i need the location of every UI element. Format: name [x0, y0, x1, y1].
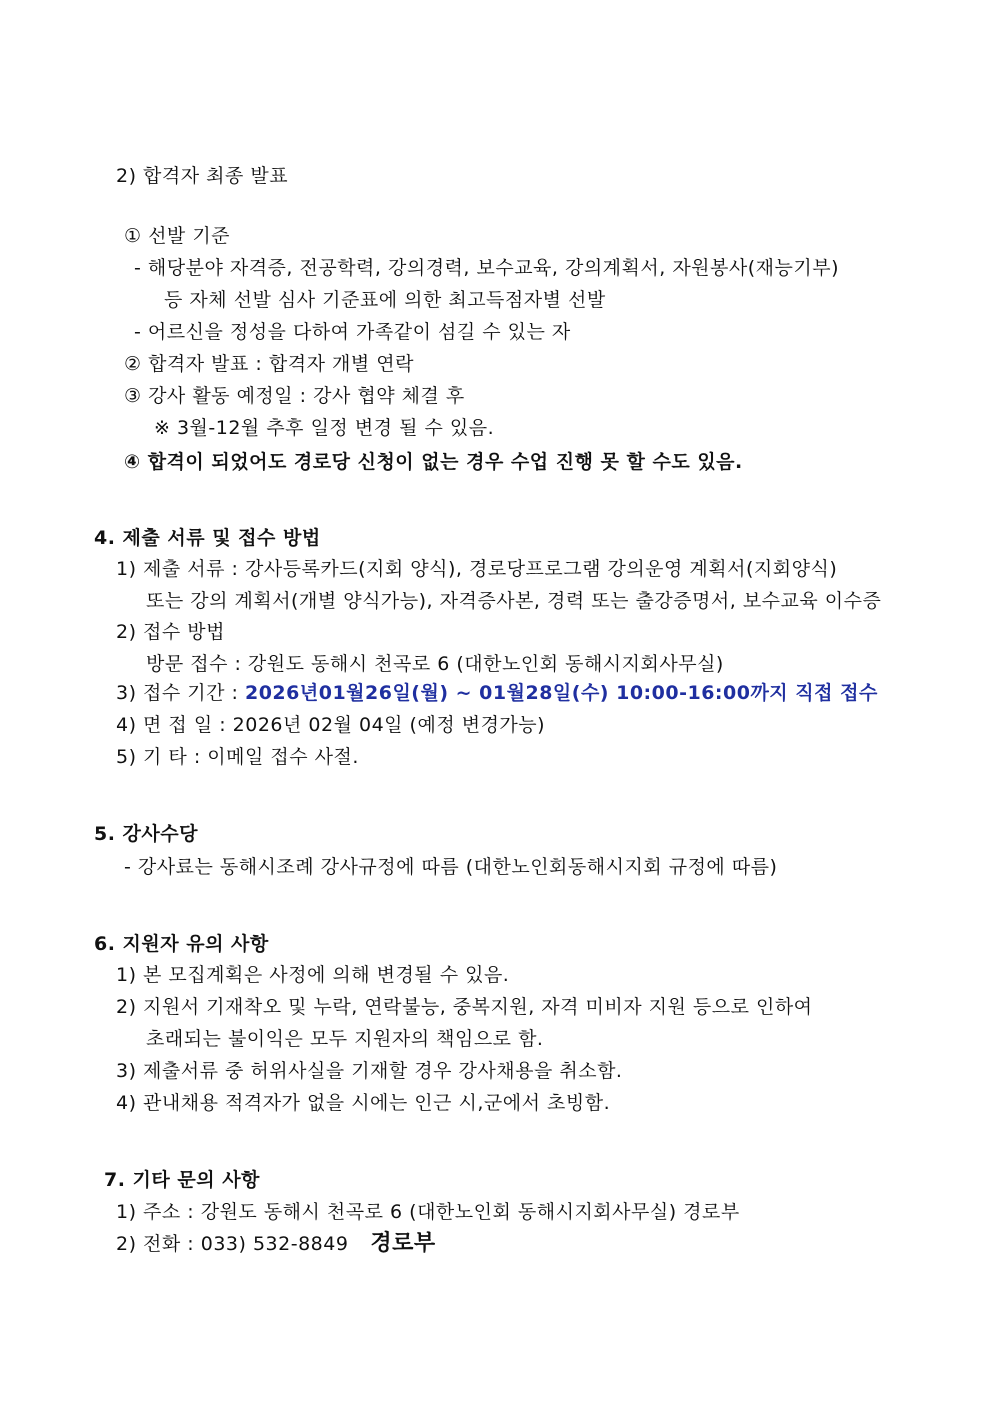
criteria-dash-qualifications-cont: 등 자체 선발 심사 기준표에 의한 최고득점자별 선발	[164, 289, 606, 311]
documents-list: 1) 제출 서류 : 강사등록카드(지회 양식), 경로당프로그램 강의운영 계획서(지회양식)	[116, 558, 838, 580]
submission-period-label: 3) 접수 기간 :	[116, 682, 245, 704]
submission-method: 2) 접수 방법	[116, 621, 225, 643]
submission-period-value: 2026년01월26일(월) ~ 01월28일(수) 10:00-16:00까지 직접 접수	[244, 682, 878, 704]
interview-date: 4) 면 접 일 : 2026년 02월 04일 (예정 변경가능)	[116, 714, 546, 736]
submission-period	[116, 681, 878, 705]
section-title-fee: 5. 강사수당	[94, 823, 198, 845]
note-3: 3) 제출서류 중 허위사실을 기재할 경우 강사채용을 취소함.	[116, 1060, 623, 1082]
contact-phone-label: 2) 전화 : 033) 532-8849	[116, 1233, 349, 1255]
note-4: 4) 관내채용 적격자가 없을 시에는 인근 시,군에서 초빙함.	[116, 1092, 611, 1114]
section-title-inquiry: 7. 기타 문의 사항	[104, 1169, 260, 1191]
section-title-documents: 4. 제출 서류 및 접수 방법	[94, 527, 321, 549]
section-title-notes: 6. 지원자 유의 사항	[94, 933, 269, 955]
contact-phone	[116, 1232, 436, 1256]
note-1: 1) 본 모집계획은 사정에 의해 변경될 수 있음.	[116, 964, 510, 986]
fee-rule: - 강사료는 동해시조례 강사규정에 따름 (대한노인회동해시지회 규정에 따름)	[124, 856, 778, 878]
submission-address: 방문 접수 : 강원도 동해시 천곡로 6 (대한노인회 동해시지회사무실)	[146, 653, 724, 675]
schedule-note: ※ 3월-12월 추후 일정 변경 될 수 있음.	[154, 417, 495, 439]
contact-department: 경로부	[370, 1231, 436, 1256]
announcement-item: ② 합격자 발표 : 합격자 개별 연락	[124, 353, 414, 375]
other-notes: 5) 기 타 : 이메일 접수 사절.	[116, 746, 359, 768]
subheading-final-announcement: 2) 합격자 최종 발표	[116, 165, 289, 187]
selection-criteria-item: ① 선발 기준	[124, 225, 231, 247]
note-2-cont: 초래되는 불이익은 모두 지원자의 책임으로 함.	[146, 1028, 544, 1050]
no-class-warning: ④ 합격이 되었어도 경로당 신청이 없는 경우 수업 진행 못 할 수도 있음.	[124, 451, 743, 473]
activity-schedule-item: ③ 강사 활동 예정일 : 강사 협약 체결 후	[124, 385, 465, 407]
contact-address: 1) 주소 : 강원도 동해시 천곡로 6 (대한노인회 동해시지회사무실) 경로부	[116, 1201, 740, 1223]
criteria-dash-attitude: - 어르신을 정성을 다하여 가족같이 섬길 수 있는 자	[134, 321, 571, 343]
note-2: 2) 지원서 기재착오 및 누락, 연락불능, 중복지원, 자격 미비자 지원 등으로 인하여	[116, 996, 813, 1018]
criteria-dash-qualifications: - 해당분야 자격증, 전공학력, 강의경력, 보수교육, 강의계획서, 자원봉사(재능기부)	[134, 257, 839, 279]
documents-list-cont: 또는 강의 계획서(개별 양식가능), 자격증사본, 경력 또는 출강증명서, 보수교육 이수증	[146, 590, 882, 612]
